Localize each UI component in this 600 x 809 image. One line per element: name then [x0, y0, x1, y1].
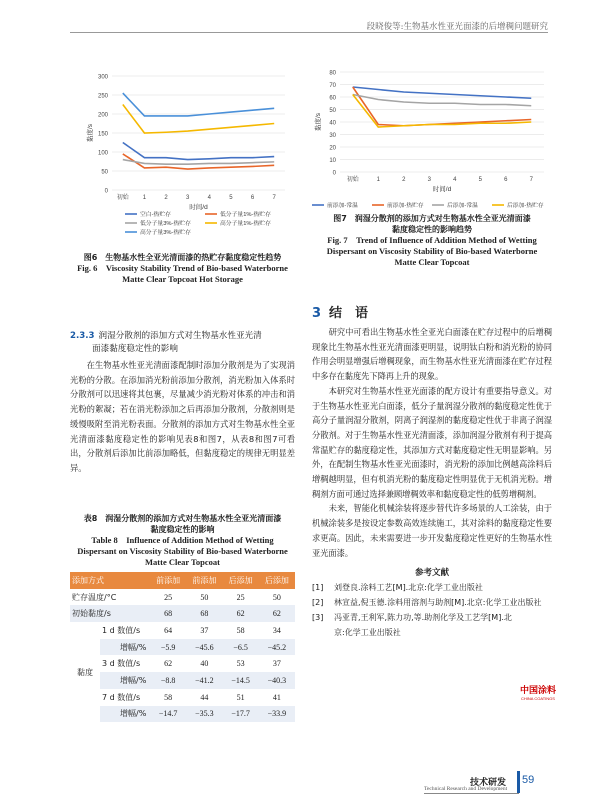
- table-8-caption-en-3: Matte Clear Topcoat: [145, 557, 220, 567]
- figure-7-caption-cn-2: 黏度稳定性的影响趋势: [392, 225, 472, 234]
- conclusion-paragraph-2: 本研究对生物基水性亚光面漆的配方设计有重要指导意义。对于生物基水性亚光白面漆，低分子量润湿分散剂的黏度稳定性优于高分子量润湿分散剂，阴离子润湿剂的黏度稳定性优于非离子润湿分散剂。对于生物基水性亚光清面漆，添加润湿分散剂有利于提高常温贮存的黏度稳定性，其添加方式对黏度稳定性无明显影响。另外，在配制生物基水性亚光面漆时，消光粉的添加比例越高涂料后增稠越明显，但有机消光粉的黏度稳定性明显优于无机消光粉。增稠剂方面可通过选择兼顾增稠效率和黏度稳定性的低剪增稠剂。: [312, 385, 552, 499]
- y-tick-label: 100: [97, 150, 108, 157]
- table-cell: [100, 672, 150, 689]
- table-cell: [100, 655, 150, 672]
- legend-label: 前添加-热贮存: [387, 203, 424, 210]
- figure-7-chart: [312, 62, 552, 217]
- x-tick-label: 6: [250, 195, 255, 201]
- metric-label: 增幅/%: [120, 642, 147, 652]
- footer-rule: [424, 793, 519, 794]
- metric-label: 增幅/%: [120, 709, 147, 719]
- figure-6-caption-en-2: Matte Clear Topcoat Hot Storage: [122, 274, 243, 284]
- series-line: [123, 154, 274, 169]
- table-cell: 25: [150, 589, 186, 606]
- table-8-block: [70, 513, 295, 722]
- section-number: 3: [312, 306, 322, 321]
- table-cell: [100, 706, 150, 723]
- table-cell: −17.7: [223, 706, 259, 723]
- references-list: [312, 580, 552, 640]
- reference-item: [312, 580, 552, 595]
- table-cell: −41.2: [186, 672, 222, 689]
- conclusion-paragraph-1: 研究中可看出生物基水性全亚光白面漆在贮存过程中的后增稠现象比生物基水性亚光清面漆更明显，说明钛白粉和消光粉的协同作用会明显增强后增稠现象，而生物基水性亚光清面漆在贮存过程中多存在黏度先下降再上升的现象。: [312, 327, 552, 382]
- y-axis-label: 黏度/s: [315, 112, 322, 132]
- x-axis-label: 时间/d: [432, 186, 452, 193]
- right-column: [312, 302, 552, 640]
- table-header-cell: 添加方式: [70, 572, 150, 589]
- figure-7-caption-en-1: Fig. 7 Trend of Influence of Addition Method of Wetting: [327, 235, 537, 245]
- metric-label: 数值/s: [117, 659, 141, 669]
- y-tick-label: 40: [329, 120, 336, 127]
- x-axis-label: 时间/d: [189, 204, 208, 211]
- table-row: [70, 589, 295, 606]
- y-tick-label: 80: [329, 70, 336, 77]
- table-8-caption-cn-1: 表8 润湿分散剂的添加方式对生物基水性全亚光清面漆: [83, 514, 282, 523]
- day-label: 3 d: [102, 659, 115, 669]
- china-coatings-logo: [520, 683, 556, 703]
- x-tick-label: 1: [376, 177, 380, 183]
- section-title: 结 语: [329, 306, 369, 321]
- table-cell: −8.8: [150, 672, 186, 689]
- figure-7-svg: [312, 62, 552, 217]
- y-tick-label: 250: [97, 93, 108, 100]
- references-title: 参考文献: [414, 568, 449, 579]
- y-tick-label: 200: [97, 112, 108, 119]
- table-cell: [100, 689, 150, 706]
- series-line: [353, 87, 532, 126]
- table-8-caption-en-1: Table 8 Influence of Addition Method of Wetting: [91, 535, 274, 545]
- table-header-cell: 后添加: [223, 572, 259, 589]
- x-tick-label: 4: [453, 177, 457, 183]
- y-tick-label: 20: [329, 145, 336, 152]
- table-8-caption-cn-2: 黏度稳定性的影响: [150, 525, 215, 534]
- table-cell: 50: [259, 589, 295, 606]
- section-2-3-3-heading: [70, 330, 295, 356]
- table-cell: −14.5: [223, 672, 259, 689]
- y-tick-label: 50: [329, 108, 336, 114]
- table-cell: 25: [223, 589, 259, 606]
- conclusion-paragraph-3: 未来，智能化机械涂装将逐步替代许多场景的人工涂装，由于机械涂装多是按设定参数高效连续施工，其对涂料的黏度稳定性要求更高。因此，未来需要进一步开发黏度稳定性更好的生物基水性亚光面漆。: [312, 503, 552, 558]
- x-tick-label: 2: [164, 195, 168, 201]
- y-axis-label: 黏度/s: [87, 123, 94, 143]
- series-line: [123, 105, 274, 134]
- figure-7-caption-en-3: Matte Clear Topcoat: [394, 257, 470, 267]
- legend-label: 低分子量1%-热贮存: [220, 212, 271, 219]
- section-title-line-2: 面漆黏度稳定性的影响: [92, 344, 178, 354]
- table-row: [70, 689, 295, 706]
- y-tick-label: 0: [332, 170, 336, 177]
- metric-label: 数值/s: [117, 625, 141, 635]
- table-row: [70, 639, 295, 656]
- left-column: [70, 330, 295, 476]
- table-cell: [100, 639, 150, 656]
- section-3-heading: [312, 302, 552, 321]
- table-row: [70, 622, 295, 639]
- table-header-cell: 前添加: [150, 572, 186, 589]
- table-row: [70, 655, 295, 672]
- legend-label: 高分子量1%-热贮存: [220, 221, 271, 228]
- x-tick-label: 初始: [346, 177, 359, 183]
- figure-6-caption-cn: 图6 生物基水性全亚光清面漆的热贮存黏度稳定性趋势: [83, 253, 282, 262]
- figure-7-caption: [312, 213, 552, 268]
- reference-text: 林宣益,倪玉德.涂料用溶剂与助剂[M].北京:化学工业出版社: [334, 598, 542, 608]
- table-cell: 64: [150, 622, 186, 639]
- left-paragraph: 在生物基水性亚光清面漆配制时添加分散剂是为了实现消光粉的分散。在添加消光粉前添加分散剂，消光粉加入体系时分散剂可以迅速将其包裹，尽量减少消光粉对体系的冲击和消光粉的絮凝；若在消光粉添加之后再添加分散剂，分散剂则是缓慢吸附至消光粉表面。分散剂的添加方式对生物基水性全亚光清面漆黏度稳定性的影响见表8和图7，从表8和图7可看出，分散剂后添加比前添加略低，但黏度稳定的规律无明显差异。: [70, 360, 295, 473]
- x-tick-label: 初始: [116, 195, 129, 201]
- reference-text: 冯亚青,王利军,陈力功,等.助剂化学及工艺学[M].北京:化学工业出版社: [334, 613, 512, 638]
- table-cell: 51: [223, 689, 259, 706]
- table-cell: 53: [223, 655, 259, 672]
- reference-item: [312, 595, 552, 610]
- legend-label: 前添加-常温: [327, 203, 358, 210]
- figure-6-svg: [70, 62, 295, 247]
- x-tick-label: 5: [229, 195, 233, 201]
- y-tick-label: 60: [329, 95, 336, 102]
- table-header-cell: 后添加: [259, 572, 295, 589]
- table-cell: −45.2: [259, 639, 295, 656]
- day-label: 7 d: [102, 692, 115, 702]
- series-line: [123, 93, 274, 116]
- x-tick-label: 4: [207, 195, 211, 201]
- table-cell: −33.9: [259, 706, 295, 723]
- reference-index: [2]: [312, 598, 324, 608]
- x-tick-label: 1: [142, 195, 147, 201]
- figure-6-caption-en-1: Fig. 6 Viscosity Stability Trend of Bio-based Waterborne: [77, 263, 288, 273]
- x-tick-label: 2: [402, 177, 406, 183]
- x-tick-label: 7: [529, 177, 533, 183]
- table-cell: 初始黏度/s: [70, 605, 150, 622]
- table-cell: 34: [259, 622, 295, 639]
- metric-label: 增幅/%: [120, 675, 147, 685]
- table-header-row: [70, 572, 295, 589]
- x-tick-label: 6: [504, 177, 508, 183]
- table-8: [70, 572, 295, 722]
- y-tick-label: 0: [104, 188, 108, 195]
- figure-6-chart: [70, 62, 295, 247]
- series-line: [123, 143, 274, 160]
- reference-index: [1]: [312, 583, 324, 593]
- series-line: [353, 87, 532, 98]
- table-cell: 58: [223, 622, 259, 639]
- footer-section-subtitle: Technical Research and Development: [424, 786, 508, 792]
- x-tick-label: 3: [186, 195, 190, 201]
- table-row: [70, 706, 295, 723]
- y-tick-label: 50: [101, 169, 108, 176]
- y-tick-label: 150: [97, 131, 108, 138]
- legend-label: 高分子量3%-热贮存: [140, 230, 191, 237]
- table-cell: −6.5: [223, 639, 259, 656]
- page-number: 59: [522, 774, 535, 786]
- figure-7-caption-cn-1: 图7 润湿分散剂的添加方式对生物基水性全亚光清面漆: [333, 214, 531, 223]
- figure-7-caption-en-2: Dispersant on Viscosity Stability of Bio-based Waterborne: [326, 246, 538, 256]
- reference-text: 刘登良.涂料工艺[M].北京:化学工业出版社: [334, 583, 483, 593]
- x-tick-label: 5: [478, 177, 482, 183]
- table-cell: 62: [223, 605, 259, 622]
- table-cell: −14.7: [150, 706, 186, 723]
- reference-item: [312, 610, 552, 640]
- y-tick-label: 70: [329, 83, 336, 89]
- table-8-caption: [70, 513, 295, 568]
- logo-mark: 中国涂料: [520, 686, 557, 696]
- header-rule: [70, 32, 548, 33]
- legend-label: 低分子量3%-热贮存: [140, 221, 191, 228]
- table-cell: 37: [259, 655, 295, 672]
- table-cell: −35.3: [186, 706, 222, 723]
- section-number: 2.3.3: [70, 331, 95, 341]
- table-group-label: 黏度: [70, 622, 100, 722]
- table-cell: −45.6: [186, 639, 222, 656]
- y-tick-label: 10: [329, 158, 336, 164]
- table-cell: 62: [259, 605, 295, 622]
- table-cell: 40: [186, 655, 222, 672]
- x-tick-label: 7: [272, 195, 276, 201]
- table-cell: [100, 622, 150, 639]
- table-cell: 58: [150, 689, 186, 706]
- table-cell: 50: [186, 589, 222, 606]
- table-cell: 44: [186, 689, 222, 706]
- table-cell: 68: [186, 605, 222, 622]
- logo-sub: CHINA COATINGS: [521, 696, 555, 701]
- section-title-line-1: 润湿分散剂的添加方式对生物基水性亚光清: [98, 331, 262, 341]
- table-header-cell: 前添加: [186, 572, 222, 589]
- page-number-bar: [517, 771, 520, 793]
- table-cell: −5.9: [150, 639, 186, 656]
- table-cell: 37: [186, 622, 222, 639]
- table-cell: 41: [259, 689, 295, 706]
- table-8-caption-en-2: Dispersant on Viscosity Stability of Bio-based Waterborne: [77, 546, 288, 556]
- footer-section-title: 技术研发: [470, 778, 507, 788]
- y-tick-label: 300: [97, 74, 108, 81]
- running-header: 段晓俊等:生物基水性亚光面漆的后增稠问题研究: [366, 22, 548, 32]
- table-cell: 62: [150, 655, 186, 672]
- legend-label: 空白-热贮存: [140, 212, 171, 219]
- table-row: [70, 605, 295, 622]
- table-cell: 68: [150, 605, 186, 622]
- table-row: [70, 672, 295, 689]
- figure-6-caption: [70, 252, 295, 285]
- reference-index: [3]: [312, 613, 324, 623]
- legend-label: 后添加-热贮存: [507, 203, 544, 210]
- day-label: 1 d: [102, 625, 115, 635]
- table-cell: −40.3: [259, 672, 295, 689]
- series-line: [123, 160, 274, 165]
- x-tick-label: 3: [427, 177, 431, 183]
- y-tick-label: 30: [329, 133, 336, 139]
- table-cell: 贮存温度/°C: [70, 589, 150, 606]
- legend-label: 后添加-常温: [447, 203, 478, 210]
- metric-label: 数值/s: [117, 692, 141, 702]
